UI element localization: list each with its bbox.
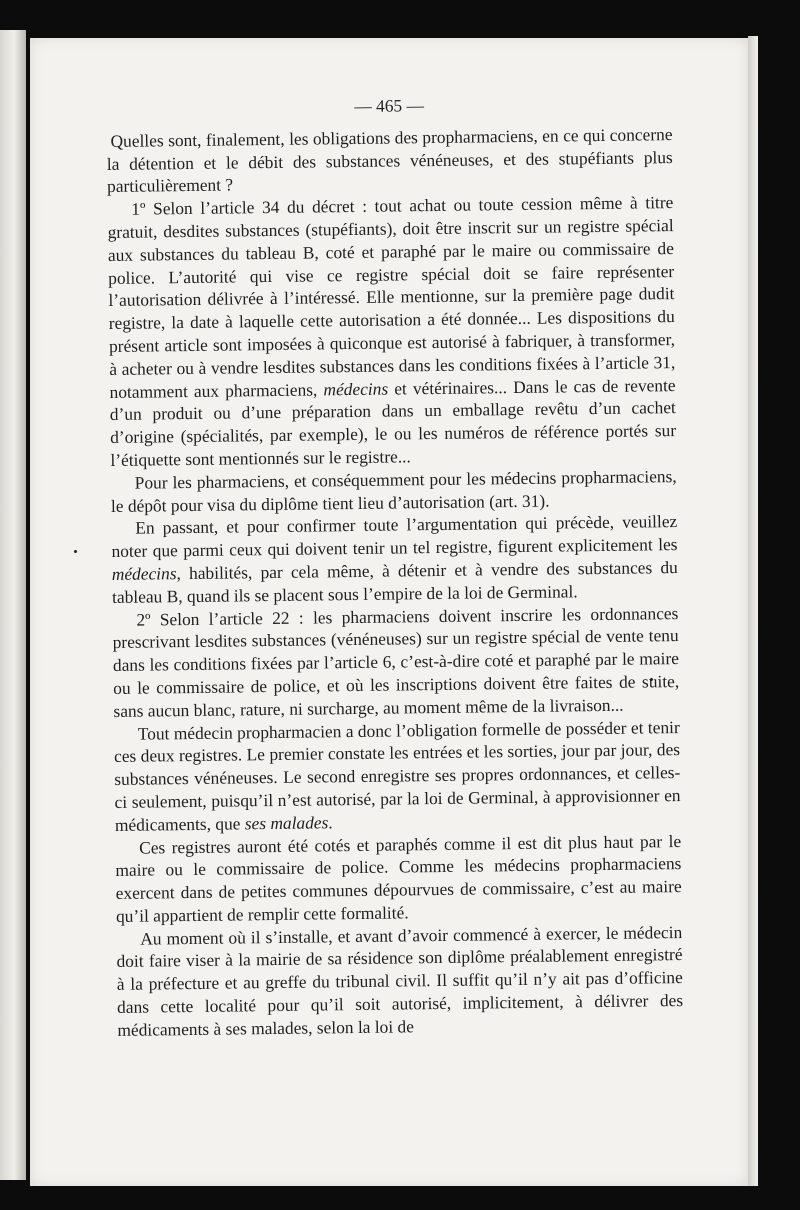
- text-run: Quelles sont, finalement, les obligations des propharmaciens, en ce qui concerne la détention et le débit des substances vénéneuses, et des stupéfiants plus particulièrement ?: [106, 123, 673, 197]
- text-run: et vétérinaires... Dans le cas de revente d’un produit ou d’une préparation dans un emballage revêtu d’un cachet d’origine (spécialités, par exemple), le ou les numéros de référence portés sur l’étiquette sont mentionnés sur le registre...: [109, 374, 677, 470]
- italic-text: médecins: [111, 563, 177, 584]
- page-number: — 465 —: [354, 95, 425, 116]
- italic-text: médecins: [323, 378, 389, 399]
- text-run: 2º Selon l’article 22 : les pharmaciens doivent inscrire les ordonnances prescrivant lesdites substances (vénéneuses) sur un registre spécial de vente tenu dans les conditions fixées par l’article 6, c’est-à-dire coté et paraphé par le maire ou le commissaire de police, et où les inscriptions doivent être faites de suite, sans aucun blanc, rature, ni surcharge, au moment même de la livraison...: [112, 602, 680, 721]
- paragraph: [115, 830, 682, 928]
- text-run: .: [328, 811, 333, 833]
- paragraph: [107, 191, 676, 471]
- page-text: [106, 91, 683, 1042]
- text-run: 1º Selon l’article 34 du décret : tout achat ou toute cession même à titre gratuit, desdites substances (stupéfiants), doit être inscrit sur un registre spécial aux substances du tableau B, coté et paraphé par le maire ou commissaire de police. L’autorité qui vise ce registre spécial doit se faire représenter l’autorisation délivrée à l’intéressé. Elle mentionne, sur la première page dudit registre, la date à laquelle cette autorisation a été donnée... Les dispositions du présent article sont imposées à quiconque est autorisé à fabriquer, à transformer, à acheter ou à vendre lesdites substances dans les conditions fixées à l’article 31, notamment aux pharmaciens,: [107, 192, 676, 402]
- paragraph: [114, 716, 681, 837]
- book-page: [30, 38, 748, 1186]
- margin-dot: [74, 550, 77, 553]
- paragraph: [111, 510, 678, 608]
- previous-page-edge: [0, 30, 26, 1180]
- text-run: En passant, et pour confirmer toute l’argumentation qui précède, veuillez noter que parmi ceux qui doivent tenir un tel registre, figurent explicitement les: [111, 511, 678, 562]
- paragraph: [116, 921, 683, 1042]
- stacked-pages-edge: [748, 36, 758, 1186]
- paragraph: [112, 602, 679, 723]
- text-run: Au moment où il s’installe, et avant d’avoir commencé à exercer, le médecin doit faire viser à la mairie de sa résidence son diplôme préalablement enregistré à la préfecture et au greffe du tribunal civil. Il suffit qu’il n’y ait pas d’officine dans cette localité pour qu’il soit autorisé, implicitement, à délivrer des médicaments à ses malades, selon la loi de: [116, 921, 684, 1040]
- text-run: Pour les pharmaciens, et conséquemment pour les médecins propharmaciens, le dépôt pour visa du diplôme tient lieu d’autorisation (art. 31).: [110, 465, 677, 516]
- italic-text: ses malades: [244, 812, 329, 834]
- paragraph-list: [106, 123, 683, 1042]
- text-run: Ces registres auront été cotés et paraphés comme il est dit plus haut par le maire ou le commissaire de police. Comme les médecins propharmaciens exercent dans de petites communes dépourvues de commissaire, c’est au maire qu’il appartient de remplir cette formalité.: [115, 830, 682, 926]
- paragraph: [106, 123, 673, 198]
- paragraph: [111, 465, 678, 518]
- text-run: Tout médecin propharmacien a donc l’obligation formelle de posséder et tenir ces deux registres. Le premier constate les entrées et les sorties, jour par jour, des substances vénéneuses. Le second enregistre ses propres ordonnances, et celles-ci seulement, puisqu’il n’est autorisé, par la loi de Germinal, à approvisionner en médicaments, que: [113, 716, 681, 835]
- text-run: , habilités, par cela même, à détenir et à vendre des substances du tableau B, quand ils se placent sous l’empire de la loi de Germinal.: [111, 556, 678, 607]
